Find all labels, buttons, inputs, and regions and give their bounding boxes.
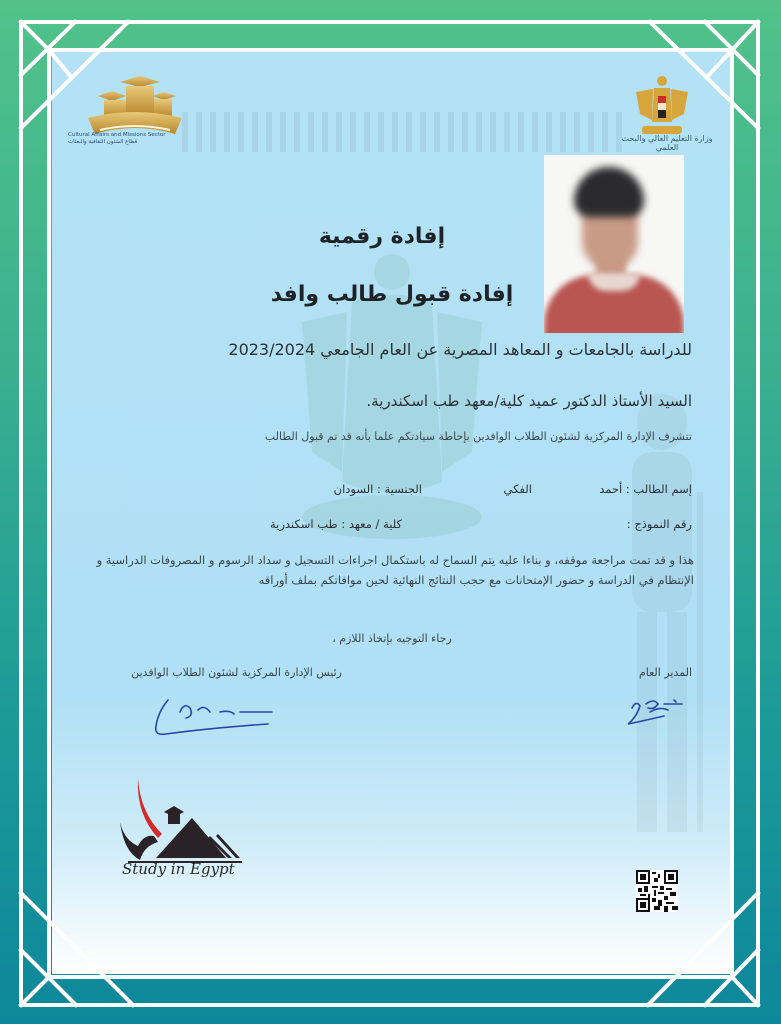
student-name-field: إسم الطالب : أحمد: [599, 482, 692, 496]
nationality-field: الجنسية : السودان: [333, 482, 422, 496]
qr-code-icon[interactable]: [636, 870, 678, 912]
egypt-eagle-emblem-icon: [634, 74, 690, 138]
study-in-egypt-text: Study in Egypt: [122, 860, 235, 878]
signature-right-icon: [624, 692, 694, 732]
student-photo: [544, 155, 684, 333]
signatory-right-title: المدير العام: [638, 666, 692, 679]
ministry-caption: وزارة التعليم العالي والبحث العلمي: [621, 134, 713, 152]
left-logo-caption-ar: قطاع الشئون الثقافية والبعثات: [68, 139, 138, 145]
pharaoh-watermark-icon: [592, 392, 730, 852]
academic-year-line: للدراسة بالجامعات و المعاهد المصرية عن العام الجامعي 2023/2024: [228, 340, 692, 359]
certificate-content: [52, 52, 730, 974]
intro-line: تتشرف الإدارة المركزية لشئون الطلاب الوافدين بإحاطة سيادتكم علما بأنه قد تم قبول الطالب: [264, 430, 692, 443]
closing-line: رجاء التوجيه بإتخاذ اللازم ،: [332, 632, 452, 645]
left-logo-caption-en: Cultural Affairs and Missions Sector: [68, 132, 166, 138]
signature-left-icon: [150, 692, 280, 752]
decorative-band: [182, 112, 622, 152]
body-paragraph: هذا و قد تمت مراجعة موقفه، و بناءا عليه يتم السماح له باستكمال اجراءات التسجيل و سداد الرسوم و المصروفات الدراسية و الإنتظام في الدراسة و حضور الإمتحانات مع حجب النتائج النهائية لحين موافاتكم بملف أوراقه: [96, 553, 694, 587]
model-number-field: رقم النموذج :: [626, 517, 692, 531]
signatory-left-title: رئيس الإدارة المركزية لشئون الطلاب الوافدين: [131, 666, 342, 679]
left-logo-caption: [68, 132, 198, 146]
college-field: كلية / معهد : طب اسكندرية: [269, 517, 402, 531]
document-heading: إفادة قبول طالب وافد: [270, 282, 514, 307]
document-title: إفادة رقمية: [318, 224, 446, 249]
student-family-name: الفكي: [503, 482, 532, 496]
addressee-line: السيد الأستاذ الدكتور عميد كلية/معهد طب اسكندرية.: [366, 392, 692, 410]
